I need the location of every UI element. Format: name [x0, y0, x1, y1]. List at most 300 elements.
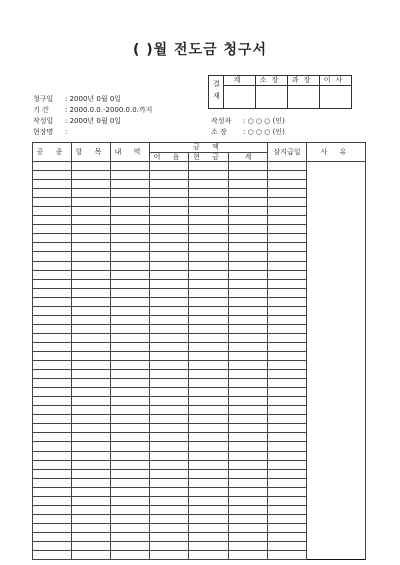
details-cell[interactable]	[111, 451, 150, 460]
total-cell[interactable]	[229, 270, 268, 279]
trade-cell[interactable]	[33, 270, 72, 279]
cash-cell[interactable]	[189, 541, 229, 550]
payment-date-cell[interactable]	[268, 297, 307, 306]
cash-cell[interactable]	[189, 279, 229, 288]
cash-cell[interactable]	[189, 288, 229, 297]
total-cell[interactable]	[229, 496, 268, 505]
item-cell[interactable]	[72, 252, 111, 261]
total-cell[interactable]	[229, 189, 268, 198]
cash-cell[interactable]	[189, 261, 229, 270]
trade-cell[interactable]	[33, 243, 72, 252]
item-cell[interactable]	[72, 297, 111, 306]
total-cell[interactable]	[229, 234, 268, 243]
total-cell[interactable]	[229, 505, 268, 514]
trade-cell[interactable]	[33, 351, 72, 360]
total-cell[interactable]	[229, 370, 268, 379]
payment-date-cell[interactable]	[268, 261, 307, 270]
details-cell[interactable]	[111, 270, 150, 279]
approval-sign-cell[interactable]	[224, 86, 256, 109]
bill-cell[interactable]	[150, 252, 189, 261]
cash-cell[interactable]	[189, 198, 229, 207]
payment-date-cell[interactable]	[268, 523, 307, 532]
payment-date-cell[interactable]	[268, 496, 307, 505]
trade-cell[interactable]	[33, 415, 72, 424]
item-cell[interactable]	[72, 551, 111, 560]
payment-date-cell[interactable]	[268, 551, 307, 560]
payment-date-cell[interactable]	[268, 333, 307, 342]
total-cell[interactable]	[229, 379, 268, 388]
trade-cell[interactable]	[33, 388, 72, 397]
item-cell[interactable]	[72, 478, 111, 487]
details-cell[interactable]	[111, 234, 150, 243]
cash-cell[interactable]	[189, 523, 229, 532]
trade-cell[interactable]	[33, 216, 72, 225]
trade-cell[interactable]	[33, 306, 72, 315]
details-cell[interactable]	[111, 333, 150, 342]
total-cell[interactable]	[229, 523, 268, 532]
details-cell[interactable]	[111, 351, 150, 360]
item-cell[interactable]	[72, 505, 111, 514]
cash-cell[interactable]	[189, 234, 229, 243]
payment-date-cell[interactable]	[268, 370, 307, 379]
cash-cell[interactable]	[189, 532, 229, 541]
payment-date-cell[interactable]	[268, 207, 307, 216]
item-cell[interactable]	[72, 433, 111, 442]
total-cell[interactable]	[229, 541, 268, 550]
details-cell[interactable]	[111, 297, 150, 306]
item-cell[interactable]	[72, 216, 111, 225]
trade-cell[interactable]	[33, 207, 72, 216]
item-cell[interactable]	[72, 270, 111, 279]
trade-cell[interactable]	[33, 379, 72, 388]
trade-cell[interactable]	[33, 442, 72, 451]
cash-cell[interactable]	[189, 306, 229, 315]
item-cell[interactable]	[72, 207, 111, 216]
item-cell[interactable]	[72, 189, 111, 198]
total-cell[interactable]	[229, 252, 268, 261]
item-cell[interactable]	[72, 487, 111, 496]
payment-date-cell[interactable]	[268, 324, 307, 333]
item-cell[interactable]	[72, 388, 111, 397]
details-cell[interactable]	[111, 514, 150, 523]
bill-cell[interactable]	[150, 523, 189, 532]
cash-cell[interactable]	[189, 388, 229, 397]
trade-cell[interactable]	[33, 406, 72, 415]
total-cell[interactable]	[229, 180, 268, 189]
bill-cell[interactable]	[150, 406, 189, 415]
total-cell[interactable]	[229, 162, 268, 171]
item-cell[interactable]	[72, 370, 111, 379]
item-cell[interactable]	[72, 424, 111, 433]
total-cell[interactable]	[229, 315, 268, 324]
bill-cell[interactable]	[150, 261, 189, 270]
total-cell[interactable]	[229, 406, 268, 415]
payment-date-cell[interactable]	[268, 433, 307, 442]
cash-cell[interactable]	[189, 207, 229, 216]
cash-cell[interactable]	[189, 252, 229, 261]
cash-cell[interactable]	[189, 324, 229, 333]
cash-cell[interactable]	[189, 496, 229, 505]
item-cell[interactable]	[72, 261, 111, 270]
payment-date-cell[interactable]	[268, 180, 307, 189]
trade-cell[interactable]	[33, 234, 72, 243]
details-cell[interactable]	[111, 478, 150, 487]
cash-cell[interactable]	[189, 460, 229, 469]
details-cell[interactable]	[111, 189, 150, 198]
cash-cell[interactable]	[189, 333, 229, 342]
cash-cell[interactable]	[189, 514, 229, 523]
payment-date-cell[interactable]	[268, 442, 307, 451]
details-cell[interactable]	[111, 171, 150, 180]
payment-date-cell[interactable]	[268, 415, 307, 424]
payment-date-cell[interactable]	[268, 424, 307, 433]
bill-cell[interactable]	[150, 415, 189, 424]
trade-cell[interactable]	[33, 361, 72, 370]
item-cell[interactable]	[72, 469, 111, 478]
payment-date-cell[interactable]	[268, 451, 307, 460]
payment-date-cell[interactable]	[268, 541, 307, 550]
payment-date-cell[interactable]	[268, 469, 307, 478]
cash-cell[interactable]	[189, 297, 229, 306]
total-cell[interactable]	[229, 324, 268, 333]
bill-cell[interactable]	[150, 397, 189, 406]
details-cell[interactable]	[111, 388, 150, 397]
total-cell[interactable]	[229, 288, 268, 297]
details-cell[interactable]	[111, 397, 150, 406]
payment-date-cell[interactable]	[268, 225, 307, 234]
details-cell[interactable]	[111, 342, 150, 351]
total-cell[interactable]	[229, 225, 268, 234]
item-cell[interactable]	[72, 288, 111, 297]
bill-cell[interactable]	[150, 243, 189, 252]
cash-cell[interactable]	[189, 315, 229, 324]
bill-cell[interactable]	[150, 279, 189, 288]
item-cell[interactable]	[72, 442, 111, 451]
bill-cell[interactable]	[150, 424, 189, 433]
bill-cell[interactable]	[150, 189, 189, 198]
details-cell[interactable]	[111, 370, 150, 379]
total-cell[interactable]	[229, 388, 268, 397]
item-cell[interactable]	[72, 397, 111, 406]
cash-cell[interactable]	[189, 433, 229, 442]
bill-cell[interactable]	[150, 207, 189, 216]
details-cell[interactable]	[111, 279, 150, 288]
bill-cell[interactable]	[150, 225, 189, 234]
details-cell[interactable]	[111, 424, 150, 433]
trade-cell[interactable]	[33, 532, 72, 541]
details-cell[interactable]	[111, 207, 150, 216]
total-cell[interactable]	[229, 415, 268, 424]
payment-date-cell[interactable]	[268, 478, 307, 487]
total-cell[interactable]	[229, 478, 268, 487]
cash-cell[interactable]	[189, 243, 229, 252]
details-cell[interactable]	[111, 306, 150, 315]
trade-cell[interactable]	[33, 189, 72, 198]
bill-cell[interactable]	[150, 469, 189, 478]
item-cell[interactable]	[72, 225, 111, 234]
details-cell[interactable]	[111, 551, 150, 560]
trade-cell[interactable]	[33, 469, 72, 478]
details-cell[interactable]	[111, 460, 150, 469]
payment-date-cell[interactable]	[268, 361, 307, 370]
trade-cell[interactable]	[33, 198, 72, 207]
details-cell[interactable]	[111, 225, 150, 234]
trade-cell[interactable]	[33, 514, 72, 523]
payment-date-cell[interactable]	[268, 532, 307, 541]
bill-cell[interactable]	[150, 433, 189, 442]
bill-cell[interactable]	[150, 333, 189, 342]
bill-cell[interactable]	[150, 288, 189, 297]
payment-date-cell[interactable]	[268, 397, 307, 406]
cash-cell[interactable]	[189, 180, 229, 189]
details-cell[interactable]	[111, 288, 150, 297]
bill-cell[interactable]	[150, 514, 189, 523]
cash-cell[interactable]	[189, 351, 229, 360]
trade-cell[interactable]	[33, 342, 72, 351]
payment-date-cell[interactable]	[268, 388, 307, 397]
reason-cell[interactable]	[307, 162, 366, 560]
details-cell[interactable]	[111, 433, 150, 442]
trade-cell[interactable]	[33, 487, 72, 496]
item-cell[interactable]	[72, 306, 111, 315]
bill-cell[interactable]	[150, 388, 189, 397]
bill-cell[interactable]	[150, 370, 189, 379]
bill-cell[interactable]	[150, 180, 189, 189]
total-cell[interactable]	[229, 306, 268, 315]
trade-cell[interactable]	[33, 433, 72, 442]
details-cell[interactable]	[111, 379, 150, 388]
details-cell[interactable]	[111, 324, 150, 333]
item-cell[interactable]	[72, 279, 111, 288]
item-cell[interactable]	[72, 351, 111, 360]
bill-cell[interactable]	[150, 171, 189, 180]
payment-date-cell[interactable]	[268, 487, 307, 496]
item-cell[interactable]	[72, 342, 111, 351]
trade-cell[interactable]	[33, 180, 72, 189]
item-cell[interactable]	[72, 541, 111, 550]
approval-sign-cell[interactable]	[320, 86, 352, 109]
details-cell[interactable]	[111, 252, 150, 261]
trade-cell[interactable]	[33, 523, 72, 532]
payment-date-cell[interactable]	[268, 505, 307, 514]
bill-cell[interactable]	[150, 451, 189, 460]
payment-date-cell[interactable]	[268, 379, 307, 388]
item-cell[interactable]	[72, 171, 111, 180]
payment-date-cell[interactable]	[268, 252, 307, 261]
payment-date-cell[interactable]	[268, 315, 307, 324]
bill-cell[interactable]	[150, 478, 189, 487]
bill-cell[interactable]	[150, 532, 189, 541]
bill-cell[interactable]	[150, 460, 189, 469]
total-cell[interactable]	[229, 397, 268, 406]
cash-cell[interactable]	[189, 478, 229, 487]
trade-cell[interactable]	[33, 551, 72, 560]
bill-cell[interactable]	[150, 551, 189, 560]
total-cell[interactable]	[229, 460, 268, 469]
item-cell[interactable]	[72, 415, 111, 424]
item-cell[interactable]	[72, 315, 111, 324]
payment-date-cell[interactable]	[268, 514, 307, 523]
cash-cell[interactable]	[189, 442, 229, 451]
cash-cell[interactable]	[189, 370, 229, 379]
trade-cell[interactable]	[33, 451, 72, 460]
cash-cell[interactable]	[189, 397, 229, 406]
trade-cell[interactable]	[33, 261, 72, 270]
cash-cell[interactable]	[189, 270, 229, 279]
details-cell[interactable]	[111, 505, 150, 514]
cash-cell[interactable]	[189, 451, 229, 460]
total-cell[interactable]	[229, 342, 268, 351]
payment-date-cell[interactable]	[268, 243, 307, 252]
total-cell[interactable]	[229, 433, 268, 442]
details-cell[interactable]	[111, 198, 150, 207]
bill-cell[interactable]	[150, 216, 189, 225]
total-cell[interactable]	[229, 351, 268, 360]
trade-cell[interactable]	[33, 297, 72, 306]
trade-cell[interactable]	[33, 324, 72, 333]
trade-cell[interactable]	[33, 505, 72, 514]
bill-cell[interactable]	[150, 487, 189, 496]
bill-cell[interactable]	[150, 351, 189, 360]
details-cell[interactable]	[111, 243, 150, 252]
item-cell[interactable]	[72, 532, 111, 541]
total-cell[interactable]	[229, 442, 268, 451]
total-cell[interactable]	[229, 261, 268, 270]
details-cell[interactable]	[111, 532, 150, 541]
item-cell[interactable]	[72, 460, 111, 469]
trade-cell[interactable]	[33, 460, 72, 469]
item-cell[interactable]	[72, 361, 111, 370]
payment-date-cell[interactable]	[268, 460, 307, 469]
details-cell[interactable]	[111, 216, 150, 225]
cash-cell[interactable]	[189, 469, 229, 478]
cash-cell[interactable]	[189, 342, 229, 351]
details-cell[interactable]	[111, 415, 150, 424]
details-cell[interactable]	[111, 406, 150, 415]
bill-cell[interactable]	[150, 324, 189, 333]
total-cell[interactable]	[229, 297, 268, 306]
item-cell[interactable]	[72, 162, 111, 171]
total-cell[interactable]	[229, 171, 268, 180]
item-cell[interactable]	[72, 243, 111, 252]
total-cell[interactable]	[229, 207, 268, 216]
trade-cell[interactable]	[33, 162, 72, 171]
cash-cell[interactable]	[189, 505, 229, 514]
trade-cell[interactable]	[33, 424, 72, 433]
payment-date-cell[interactable]	[268, 288, 307, 297]
bill-cell[interactable]	[150, 505, 189, 514]
bill-cell[interactable]	[150, 442, 189, 451]
bill-cell[interactable]	[150, 342, 189, 351]
item-cell[interactable]	[72, 180, 111, 189]
trade-cell[interactable]	[33, 370, 72, 379]
total-cell[interactable]	[229, 469, 268, 478]
bill-cell[interactable]	[150, 162, 189, 171]
total-cell[interactable]	[229, 532, 268, 541]
bill-cell[interactable]	[150, 496, 189, 505]
bill-cell[interactable]	[150, 198, 189, 207]
total-cell[interactable]	[229, 333, 268, 342]
cash-cell[interactable]	[189, 424, 229, 433]
item-cell[interactable]	[72, 324, 111, 333]
bill-cell[interactable]	[150, 315, 189, 324]
details-cell[interactable]	[111, 315, 150, 324]
details-cell[interactable]	[111, 496, 150, 505]
item-cell[interactable]	[72, 406, 111, 415]
total-cell[interactable]	[229, 514, 268, 523]
trade-cell[interactable]	[33, 397, 72, 406]
cash-cell[interactable]	[189, 487, 229, 496]
cash-cell[interactable]	[189, 216, 229, 225]
total-cell[interactable]	[229, 279, 268, 288]
payment-date-cell[interactable]	[268, 351, 307, 360]
trade-cell[interactable]	[33, 171, 72, 180]
trade-cell[interactable]	[33, 252, 72, 261]
cash-cell[interactable]	[189, 379, 229, 388]
trade-cell[interactable]	[33, 315, 72, 324]
item-cell[interactable]	[72, 514, 111, 523]
item-cell[interactable]	[72, 234, 111, 243]
bill-cell[interactable]	[150, 270, 189, 279]
trade-cell[interactable]	[33, 279, 72, 288]
total-cell[interactable]	[229, 216, 268, 225]
total-cell[interactable]	[229, 424, 268, 433]
total-cell[interactable]	[229, 551, 268, 560]
bill-cell[interactable]	[150, 379, 189, 388]
cash-cell[interactable]	[189, 551, 229, 560]
payment-date-cell[interactable]	[268, 216, 307, 225]
cash-cell[interactable]	[189, 415, 229, 424]
cash-cell[interactable]	[189, 361, 229, 370]
details-cell[interactable]	[111, 541, 150, 550]
payment-date-cell[interactable]	[268, 189, 307, 198]
trade-cell[interactable]	[33, 288, 72, 297]
trade-cell[interactable]	[33, 225, 72, 234]
item-cell[interactable]	[72, 333, 111, 342]
bill-cell[interactable]	[150, 234, 189, 243]
details-cell[interactable]	[111, 487, 150, 496]
trade-cell[interactable]	[33, 496, 72, 505]
item-cell[interactable]	[72, 379, 111, 388]
details-cell[interactable]	[111, 361, 150, 370]
payment-date-cell[interactable]	[268, 270, 307, 279]
bill-cell[interactable]	[150, 306, 189, 315]
total-cell[interactable]	[229, 198, 268, 207]
payment-date-cell[interactable]	[268, 406, 307, 415]
cash-cell[interactable]	[189, 406, 229, 415]
payment-date-cell[interactable]	[268, 162, 307, 171]
item-cell[interactable]	[72, 523, 111, 532]
item-cell[interactable]	[72, 496, 111, 505]
payment-date-cell[interactable]	[268, 342, 307, 351]
total-cell[interactable]	[229, 451, 268, 460]
payment-date-cell[interactable]	[268, 198, 307, 207]
trade-cell[interactable]	[33, 333, 72, 342]
details-cell[interactable]	[111, 469, 150, 478]
bill-cell[interactable]	[150, 297, 189, 306]
total-cell[interactable]	[229, 243, 268, 252]
cash-cell[interactable]	[189, 225, 229, 234]
trade-cell[interactable]	[33, 541, 72, 550]
approval-sign-cell[interactable]	[256, 86, 288, 109]
total-cell[interactable]	[229, 487, 268, 496]
payment-date-cell[interactable]	[268, 234, 307, 243]
item-cell[interactable]	[72, 198, 111, 207]
bill-cell[interactable]	[150, 541, 189, 550]
cash-cell[interactable]	[189, 189, 229, 198]
details-cell[interactable]	[111, 180, 150, 189]
item-cell[interactable]	[72, 451, 111, 460]
